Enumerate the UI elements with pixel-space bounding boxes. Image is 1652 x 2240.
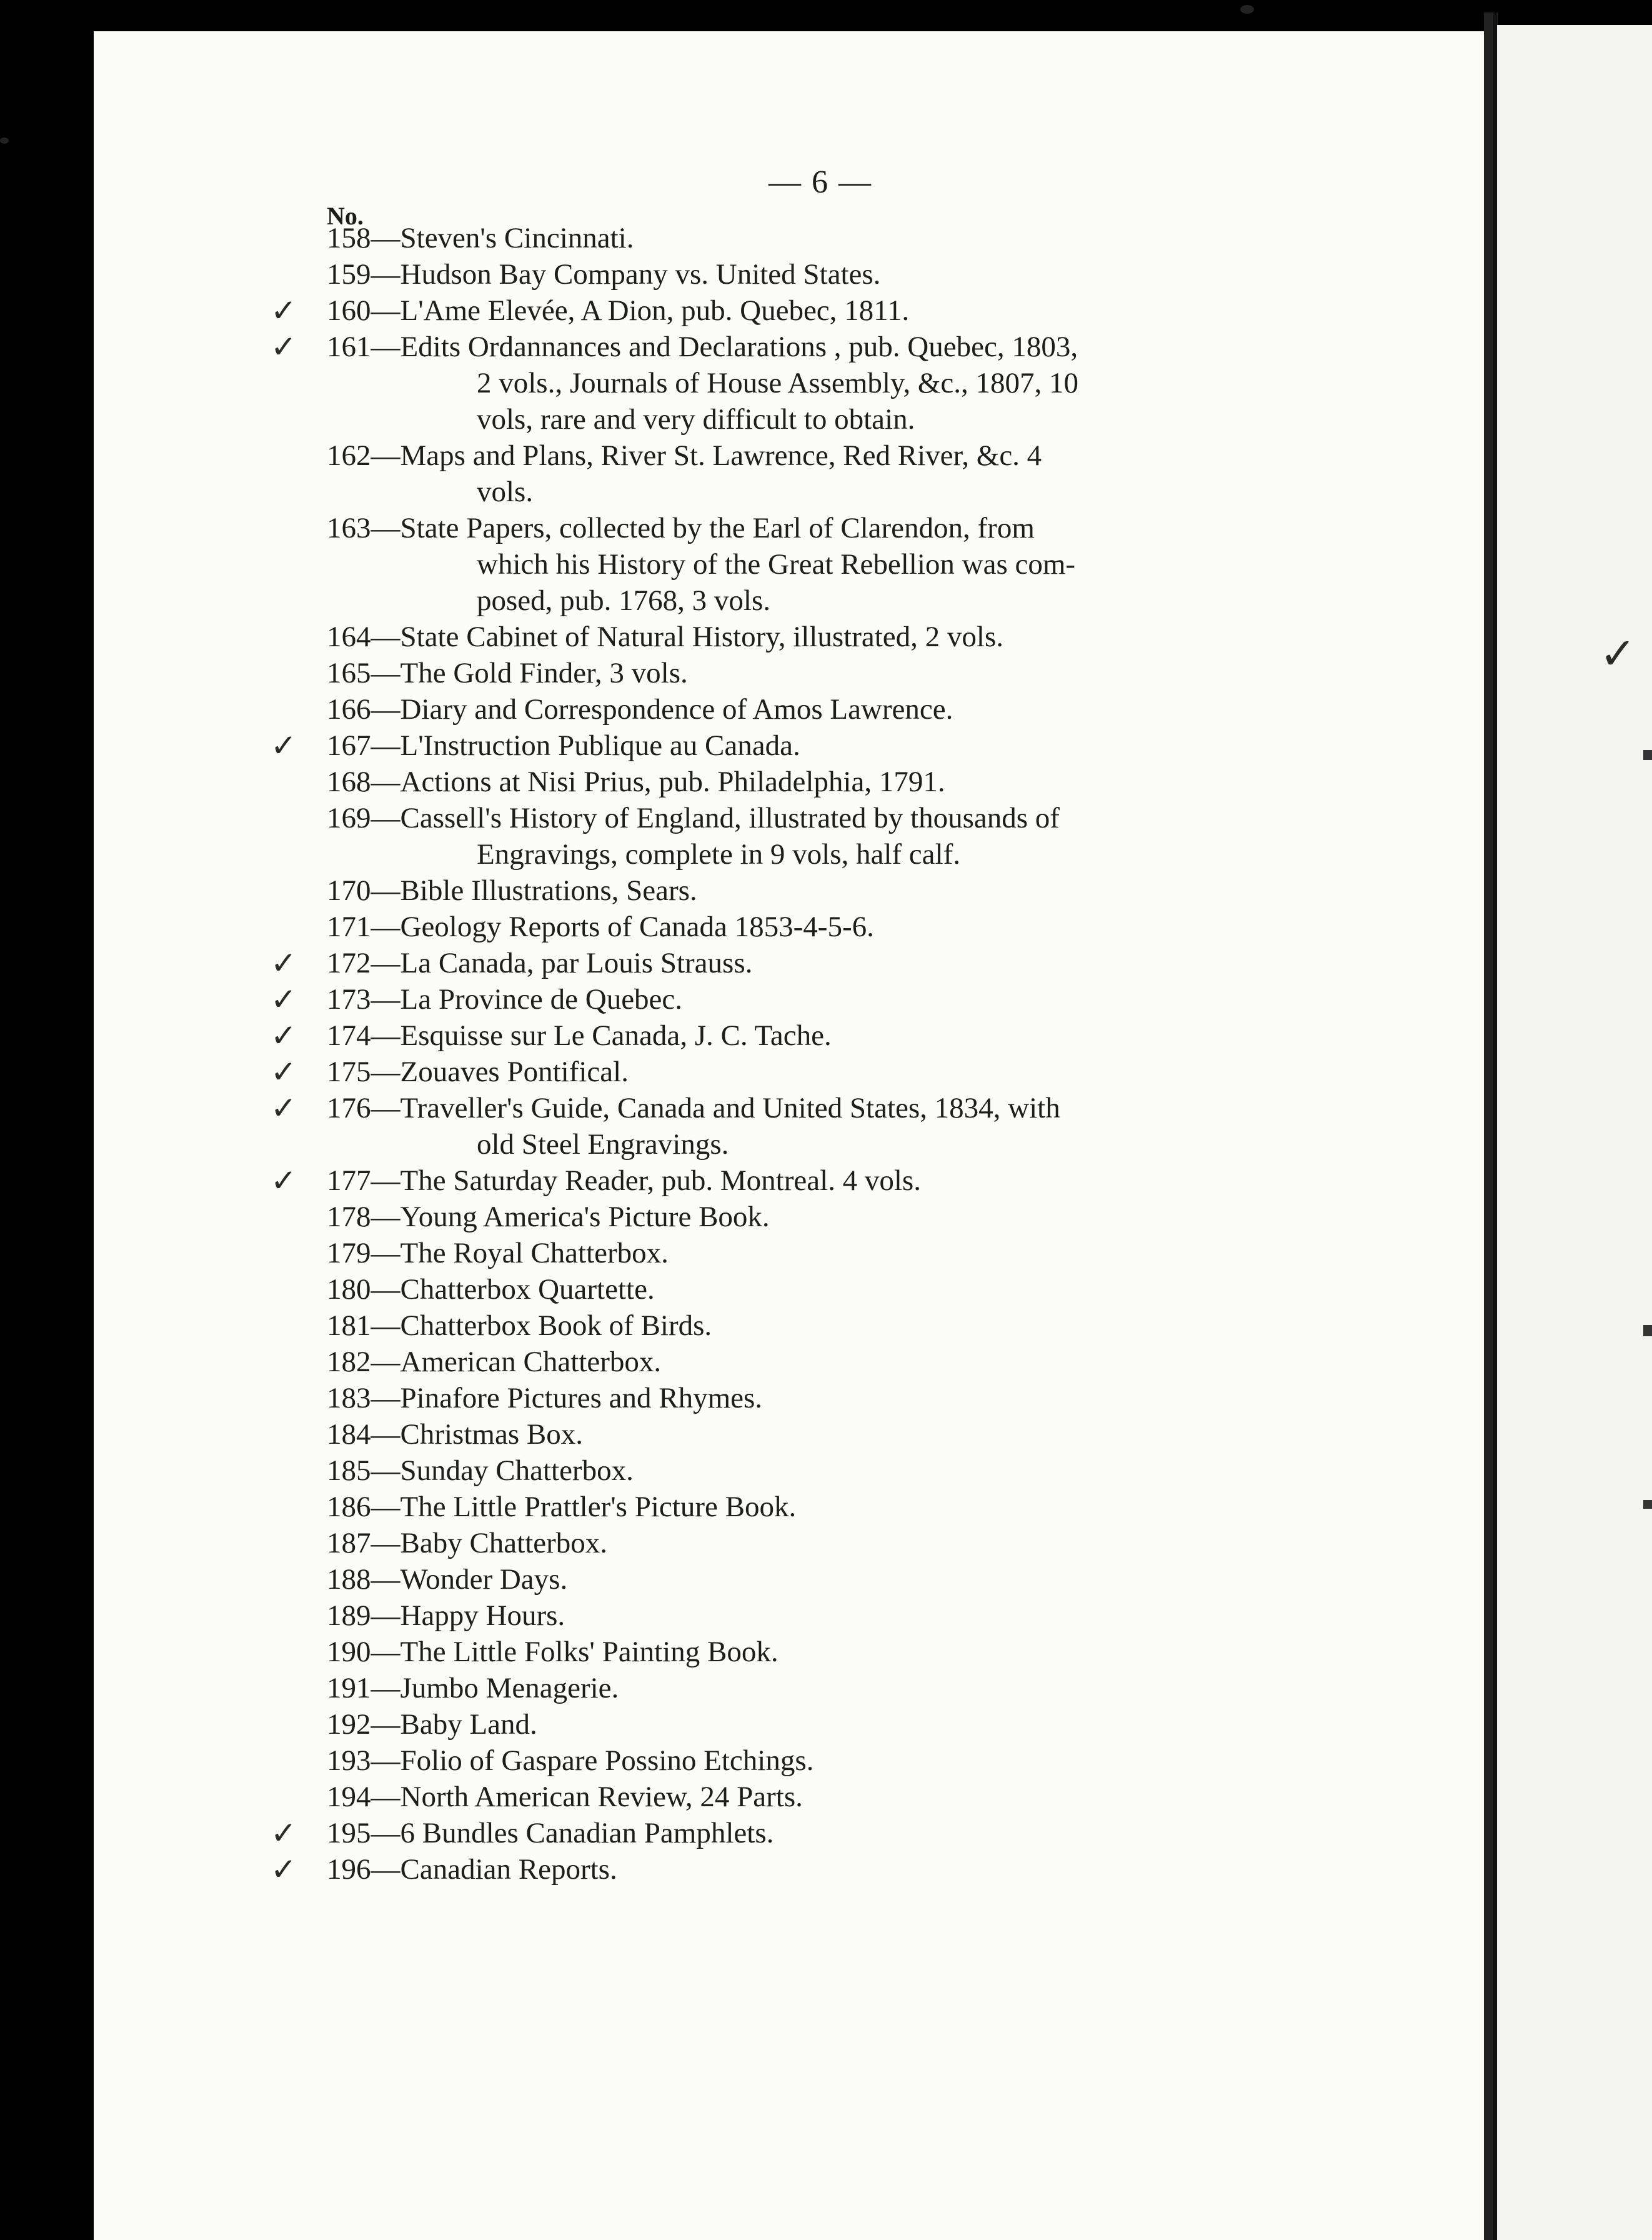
- catalog-entry: [271, 1018, 1339, 1054]
- catalog-entry: [271, 1054, 1339, 1090]
- check-mark: ✓: [271, 1090, 297, 1126]
- catalog-entry-list: [271, 220, 1339, 1888]
- catalog-entry: [327, 691, 1339, 728]
- catalog-entry: [327, 1199, 1339, 1235]
- entry-text: 177—The Saturday Reader, pub. Montreal. 4 vols.: [327, 1164, 921, 1197]
- catalog-entry: [327, 655, 1339, 691]
- scan-speck: [1240, 5, 1254, 14]
- catalog-entry: [327, 1561, 1339, 1598]
- adjacent-page-edge: [1496, 25, 1652, 2240]
- page-number: — 6 —: [769, 164, 872, 200]
- entry-continuation: vols, rare and very difficult to obtain.: [477, 403, 915, 436]
- entry-text: 170—Bible Illustrations, Sears.: [327, 874, 697, 907]
- entry-text: 190—The Little Folks' Painting Book.: [327, 1636, 779, 1668]
- entry-text: 193—Folio of Gaspare Possino Etchings.: [327, 1744, 814, 1777]
- catalog-entry: [327, 1742, 1339, 1779]
- entry-text: 165—The Gold Finder, 3 vols.: [327, 657, 688, 689]
- entry-text: 167—L'Instruction Publique au Canada.: [327, 729, 800, 762]
- entry-text: 186—The Little Prattler's Picture Book.: [327, 1491, 797, 1523]
- catalog-entry: [327, 510, 1339, 619]
- edge-tick: [1643, 1325, 1652, 1336]
- catalog-entry: [271, 1851, 1339, 1888]
- catalog-entry: [327, 1489, 1339, 1525]
- catalog-entry: [271, 329, 1339, 438]
- entry-text: 191—Jumbo Menagerie.: [327, 1672, 619, 1704]
- check-mark: ✓: [271, 329, 297, 365]
- entry-text: 164—State Cabinet of Natural History, illustrated, 2 vols.: [327, 621, 1003, 653]
- entry-text: 171—Geology Reports of Canada 1853-4-5-6.: [327, 911, 874, 943]
- entry-text: 174—Esquisse sur Le Canada, J. C. Tache.: [327, 1019, 832, 1052]
- catalog-entry: [327, 619, 1339, 655]
- entry-text: 184—Christmas Box.: [327, 1418, 583, 1451]
- entry-text: 159—Hudson Bay Company vs. United States.: [327, 258, 881, 291]
- entry-continuation: vols.: [477, 476, 534, 508]
- catalog-entry: [271, 981, 1339, 1018]
- entry-text: 158—Steven's Cincinnati.: [327, 222, 634, 254]
- catalog-entry: [327, 1235, 1339, 1271]
- entry-text: 188—Wonder Days.: [327, 1563, 568, 1596]
- entry-text: 182—American Chatterbox.: [327, 1346, 662, 1378]
- entry-text: 194—North American Review, 24 Parts.: [327, 1781, 803, 1813]
- entry-text: 189—Happy Hours.: [327, 1599, 565, 1632]
- entry-text: 183—Pinafore Pictures and Rhymes.: [327, 1382, 763, 1414]
- catalog-entry: [327, 1634, 1339, 1670]
- check-mark: ✓: [271, 1018, 297, 1054]
- check-mark: ✓: [271, 1815, 297, 1851]
- catalog-entry: [271, 1162, 1339, 1199]
- check-mark: ✓: [271, 1162, 297, 1199]
- catalog-entry: [327, 1344, 1339, 1380]
- gutter-line: [1493, 12, 1497, 2240]
- catalog-entry: [327, 909, 1339, 945]
- catalog-entry: [271, 1815, 1339, 1851]
- catalog-entry: [271, 945, 1339, 981]
- catalog-entry: [327, 1525, 1339, 1561]
- check-mark: ✓: [271, 1851, 297, 1888]
- catalog-entry: [327, 1706, 1339, 1742]
- edge-tick: [1643, 750, 1652, 760]
- catalog-entry: [327, 438, 1339, 510]
- entry-text: 161—Edits Ordannances and Declarations , pub. Quebec, 1803,: [327, 331, 1078, 363]
- entry-text: 162—Maps and Plans, River St. Lawrence, Red River, &c. 4: [327, 439, 1042, 472]
- entry-continuation: Engravings, complete in 9 vols, half calf.: [477, 838, 960, 871]
- entry-text: 179—The Royal Chatterbox.: [327, 1237, 669, 1269]
- catalog-entry: [327, 1271, 1339, 1308]
- catalog-entry: [327, 220, 1339, 256]
- catalog-entry: [327, 800, 1339, 872]
- entry-text: 180—Chatterbox Quartette.: [327, 1273, 655, 1306]
- catalog-entry: [327, 256, 1339, 292]
- margin-check-mark: ✓: [1600, 628, 1636, 679]
- catalog-entry: [327, 1670, 1339, 1706]
- number-column-heading: No.: [327, 202, 364, 230]
- entry-text: 181—Chatterbox Book of Birds.: [327, 1309, 712, 1342]
- entry-text: 168—Actions at Nisi Prius, pub. Philadelphia, 1791.: [327, 766, 945, 798]
- catalog-entry: [327, 1416, 1339, 1452]
- entry-text: 172—La Canada, par Louis Strauss.: [327, 947, 753, 979]
- catalog-entry: [327, 764, 1339, 800]
- catalog-entry: [327, 1598, 1339, 1634]
- edge-tick: [1643, 1500, 1652, 1509]
- catalog-entry: [327, 872, 1339, 909]
- entry-text: 187—Baby Chatterbox.: [327, 1527, 608, 1559]
- entry-text: 163—State Papers, collected by the Earl of Clarendon, from: [327, 512, 1035, 544]
- catalog-entry: [271, 1090, 1339, 1162]
- check-mark: ✓: [271, 981, 297, 1018]
- check-mark: ✓: [271, 728, 297, 764]
- catalog-entry: [327, 1380, 1339, 1416]
- catalog-entry: [271, 292, 1339, 329]
- catalog-entry: [327, 1308, 1339, 1344]
- catalog-entry: [327, 1452, 1339, 1489]
- entry-continuation: old Steel Engravings.: [477, 1128, 729, 1161]
- entry-continuation: 2 vols., Journals of House Assembly, &c., 1807, 10: [477, 367, 1079, 399]
- entry-text: 160—L'Ame Elevée, A Dion, pub. Quebec, 1811.: [327, 294, 910, 327]
- entry-text: 166—Diary and Correspondence of Amos Lawrence.: [327, 693, 953, 726]
- entry-text: 173—La Province de Quebec.: [327, 983, 683, 1016]
- entry-text: 175—Zouaves Pontifical.: [327, 1056, 629, 1088]
- entry-text: 192—Baby Land.: [327, 1708, 537, 1741]
- check-mark: ✓: [271, 292, 297, 329]
- catalog-entry: [327, 1779, 1339, 1815]
- entry-text: 196—Canadian Reports.: [327, 1853, 617, 1886]
- entry-text: 169—Cassell's History of England, illustrated by thousands of: [327, 802, 1060, 834]
- entry-text: 178—Young America's Picture Book.: [327, 1201, 770, 1233]
- entry-text: 176—Traveller's Guide, Canada and United States, 1834, with: [327, 1092, 1060, 1124]
- entry-continuation: posed, pub. 1768, 3 vols.: [477, 584, 770, 617]
- catalog-entry: [271, 728, 1339, 764]
- check-mark: ✓: [271, 945, 297, 981]
- check-mark: ✓: [271, 1054, 297, 1090]
- entry-continuation: which his History of the Great Rebellion was com-: [477, 548, 1076, 581]
- entry-text: 185—Sunday Chatterbox.: [327, 1454, 634, 1487]
- scan-speck: [0, 138, 9, 144]
- entry-text: 195—6 Bundles Canadian Pamphlets.: [327, 1817, 774, 1849]
